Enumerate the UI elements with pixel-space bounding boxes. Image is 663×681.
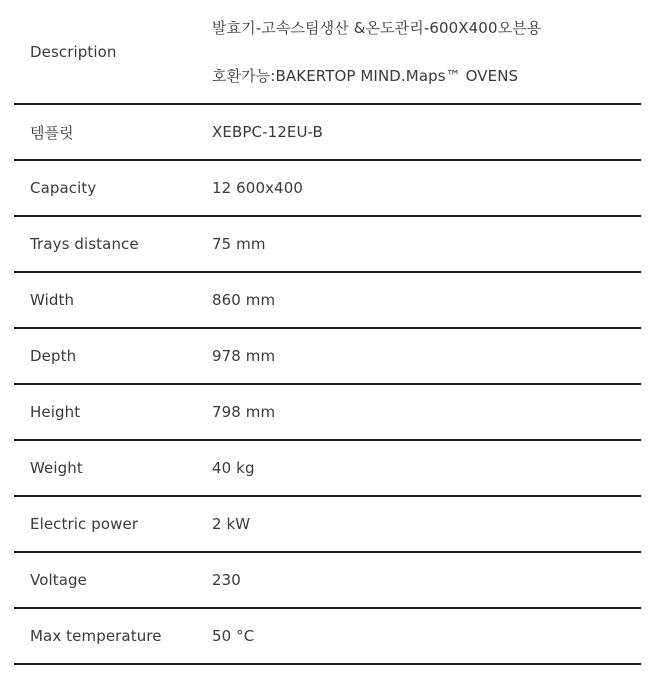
- spec-row-max-temperature: [14, 609, 641, 665]
- spec-row-trays-distance: [14, 217, 641, 273]
- spec-value: 2 kW: [212, 515, 251, 533]
- spec-value: 40 kg: [212, 459, 255, 477]
- spec-row-width: [14, 273, 641, 329]
- spec-label: Electric power: [30, 515, 139, 533]
- spec-row-depth: [14, 329, 641, 385]
- spec-label: Capacity: [30, 179, 97, 197]
- spec-row-voltage: [14, 553, 641, 609]
- spec-value: 12 600x400: [212, 179, 303, 197]
- spec-row-height: [14, 385, 641, 441]
- spec-value: 75 mm: [212, 235, 266, 253]
- spec-value-description: [212, 16, 641, 88]
- description-line: 호환가능:BAKERTOP MIND.Maps™ OVENS: [212, 66, 519, 85]
- spec-row-description: [14, 0, 641, 105]
- spec-label: Width: [30, 291, 75, 309]
- spec-row-capacity: [14, 161, 641, 217]
- spec-label: Weight: [30, 459, 83, 477]
- spec-label: Trays distance: [30, 235, 139, 253]
- spec-value: 50 °C: [212, 627, 255, 645]
- spec-table: [14, 0, 641, 665]
- spec-value: 860 mm: [212, 291, 276, 309]
- spec-label: Depth: [30, 347, 77, 365]
- spec-value: 798 mm: [212, 403, 276, 421]
- spec-label: Height: [30, 403, 81, 421]
- spec-label: Description: [30, 42, 117, 61]
- spec-label: Voltage: [30, 571, 87, 589]
- spec-row-electric-power: [14, 497, 641, 553]
- spec-value: XEBPC-12EU-B: [212, 123, 323, 141]
- spec-value: 230: [212, 571, 241, 589]
- spec-label: 템플릿: [30, 123, 74, 142]
- description-line: 발효기-고속스팀생산 &온도관리-600X400오븐용: [212, 18, 542, 37]
- spec-row-weight: [14, 441, 641, 497]
- spec-value: 978 mm: [212, 347, 276, 365]
- spec-label: Max temperature: [30, 627, 162, 645]
- spec-row-template: [14, 105, 641, 161]
